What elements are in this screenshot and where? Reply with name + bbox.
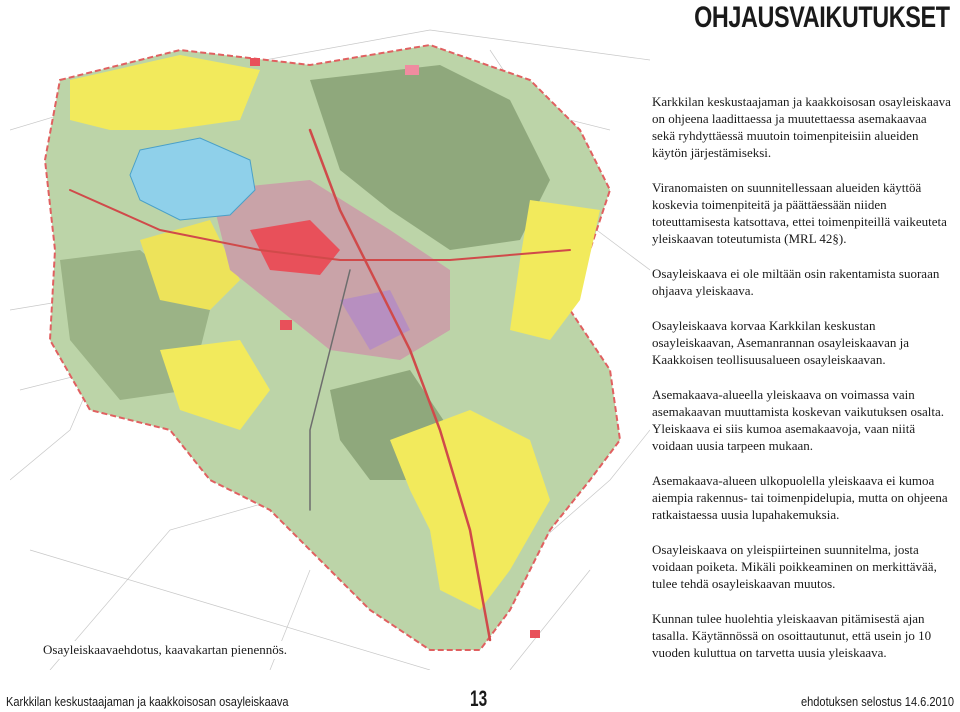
- paragraph: Osayleiskaava korvaa Karkkilan keskustan osayleiskaavan, Asemanrannan osayleiskaavan ja Kaakkoisen teollisuusalueen osayleiskaavan.: [652, 318, 910, 367]
- footer-document-title: Karkkilan keskustaajaman ja kaakkoisosan osayleiskaava: [6, 694, 289, 709]
- paragraph: Viranomaisten on suunnitellessaan alueiden käyttöä koskevia toimenpiteitä ja päättäessään niiden toteuttamisesta katsottava, ettei toimenpiteillä vaikeuteta yleiskaavan toteutumista (MRL 42§).: [652, 180, 947, 246]
- page-title: OHJAUSVAIKUTUKSET: [694, 1, 950, 34]
- paragraph: Kunnan tulee huolehtia yleiskaavan pitämisestä ajan tasalla. Käytännössä on osoittautunut, että usein jo 10 vuoden kuluttua on tarvetta uusia yleiskaava.: [652, 611, 932, 660]
- body-text: [652, 93, 952, 679]
- page-number: 13: [470, 686, 488, 711]
- paragraph: Osayleiskaava on yleispiirteinen suunnitelma, josta voidaan poiketa. Mikäli poikkeaminen on merkittävää, tulee tehdä osayleiskaavan muutos.: [652, 542, 937, 591]
- map-caption: Osayleiskaavaehdotus, kaavakartan pienennös.: [40, 641, 290, 659]
- paragraph: Osayleiskaava ei ole miltään osin rakentamista suoraan ohjaava yleiskaava.: [652, 266, 940, 298]
- master-plan-map: [10, 10, 650, 670]
- paragraph: Karkkilan keskustaajaman ja kaakkoisosan osayleiskaava on ohjeena laadittaessa ja muutettaessa asemakaavaa sekä ryhdyttäessä muutoin toimenpiteisiin alueiden käytön järjestämiseksi.: [652, 94, 951, 160]
- residential-area-north: [70, 55, 260, 130]
- footer-document-date: ehdotuksen selostus 14.6.2010: [801, 694, 954, 709]
- paragraph: Asemakaava-alueen ulkopuolella yleiskaava ei kumoa aiempia rakennus- tai toimenpidelupia, mutta on ohjeena ratkaistaessa uusia lupahakemuksia.: [652, 473, 948, 522]
- paragraph: Asemakaava-alueella yleiskaava on voimassa vain asemakaavan muuttamista koskevan vaikutuksen osalta. Yleiskaava ei siis kumoa asemakaavoja, vaan niitä voidaan uusia tarpeen mukaan.: [652, 387, 945, 453]
